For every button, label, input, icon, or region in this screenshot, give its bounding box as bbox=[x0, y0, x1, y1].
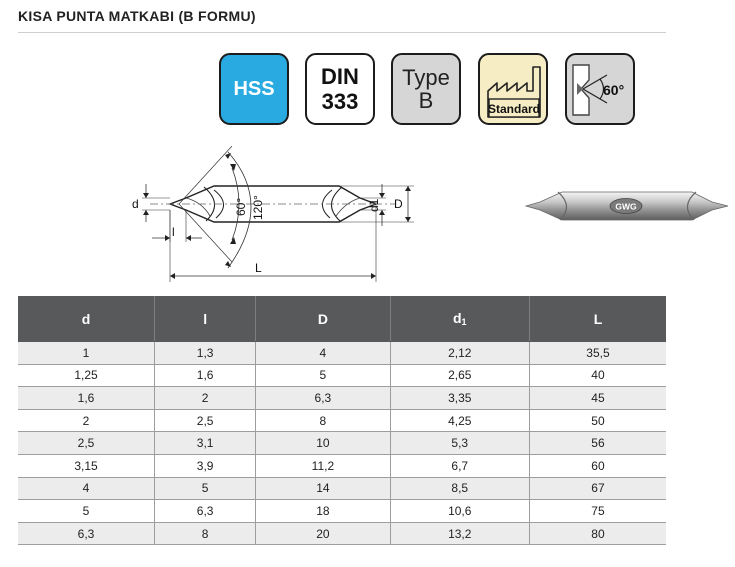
spec-table bbox=[18, 296, 666, 545]
cell-d1: 2,65 bbox=[390, 364, 529, 387]
cell-d1: 10,6 bbox=[390, 500, 529, 523]
cell-d1: 3,35 bbox=[390, 387, 529, 410]
cell-l: 2 bbox=[155, 387, 256, 410]
header-d1-main: d bbox=[452, 310, 462, 326]
cell-l: 5 bbox=[155, 477, 256, 500]
cell-d: 1,6 bbox=[18, 387, 155, 410]
angle-badge bbox=[565, 53, 635, 125]
cell-D: 20 bbox=[256, 522, 390, 545]
cell-d1: 8,5 bbox=[390, 477, 529, 500]
table-row bbox=[18, 387, 666, 410]
dim-l-label: l bbox=[172, 225, 175, 239]
din-line1: DIN bbox=[321, 64, 359, 89]
cell-d: 2,5 bbox=[18, 432, 155, 455]
cell-L: 50 bbox=[529, 409, 666, 432]
cell-D: 8 bbox=[256, 409, 390, 432]
brand-label: GWG bbox=[615, 201, 637, 212]
center-angle-icon bbox=[567, 55, 637, 127]
table-row bbox=[18, 342, 666, 365]
header-D: D bbox=[256, 296, 390, 342]
cell-D: 6,3 bbox=[256, 387, 390, 410]
cell-L: 35,5 bbox=[529, 342, 666, 365]
cell-L: 40 bbox=[529, 364, 666, 387]
angle-label: 60° bbox=[603, 82, 625, 98]
cell-d: 2 bbox=[18, 409, 155, 432]
cell-D: 4 bbox=[256, 342, 390, 365]
table-row bbox=[18, 500, 666, 523]
dim-d-label: d bbox=[132, 197, 139, 211]
type-badge bbox=[391, 53, 461, 125]
cell-d: 1 bbox=[18, 342, 155, 365]
cell-l: 8 bbox=[155, 522, 256, 545]
table-row bbox=[18, 432, 666, 455]
cell-L: 75 bbox=[529, 500, 666, 523]
cell-l: 2,5 bbox=[155, 409, 256, 432]
header-L: L bbox=[529, 296, 666, 342]
cell-L: 67 bbox=[529, 477, 666, 500]
cell-l: 6,3 bbox=[155, 500, 256, 523]
hss-label: HSS bbox=[233, 77, 275, 100]
cell-d: 6,3 bbox=[18, 522, 155, 545]
table-row bbox=[18, 409, 666, 432]
type-line1: Type bbox=[402, 65, 450, 90]
cell-L: 80 bbox=[529, 522, 666, 545]
table-row bbox=[18, 522, 666, 545]
table-header-row bbox=[18, 296, 666, 342]
header-d1 bbox=[390, 296, 529, 342]
angle-120-label: 120° bbox=[251, 195, 265, 220]
din-badge bbox=[305, 53, 375, 125]
dim-D-label: D bbox=[394, 197, 403, 211]
standard-badge bbox=[478, 53, 548, 125]
cell-d: 1,25 bbox=[18, 364, 155, 387]
cell-d: 5 bbox=[18, 500, 155, 523]
cell-L: 56 bbox=[529, 432, 666, 455]
cell-d1: 5,3 bbox=[390, 432, 529, 455]
cell-d1: 13,2 bbox=[390, 522, 529, 545]
dim-L-label: L bbox=[255, 261, 262, 275]
cell-l: 3,9 bbox=[155, 454, 256, 477]
product-photo bbox=[522, 180, 732, 232]
cell-l: 1,3 bbox=[155, 342, 256, 365]
cell-L: 60 bbox=[529, 454, 666, 477]
cell-L: 45 bbox=[529, 387, 666, 410]
cell-d: 4 bbox=[18, 477, 155, 500]
cell-d1: 2,12 bbox=[390, 342, 529, 365]
cell-d1: 6,7 bbox=[390, 454, 529, 477]
cell-d1: 4,25 bbox=[390, 409, 529, 432]
cell-l: 3,1 bbox=[155, 432, 256, 455]
hss-badge bbox=[219, 53, 289, 125]
standard-label: Standard bbox=[487, 102, 541, 116]
factory-icon bbox=[480, 55, 550, 127]
angle-60-label: 60° bbox=[234, 197, 248, 216]
cell-D: 10 bbox=[256, 432, 390, 455]
cell-l: 1,6 bbox=[155, 364, 256, 387]
cell-D: 5 bbox=[256, 364, 390, 387]
din-line2: 333 bbox=[321, 89, 359, 114]
header-l: l bbox=[155, 296, 256, 342]
cell-d: 3,15 bbox=[18, 454, 155, 477]
dim-d1-label: d1 bbox=[367, 198, 381, 212]
cell-D: 14 bbox=[256, 477, 390, 500]
header-d1-sub: 1 bbox=[461, 317, 467, 327]
table-row bbox=[18, 454, 666, 477]
header-d: d bbox=[18, 296, 155, 342]
title-divider bbox=[18, 32, 666, 33]
technical-drawing bbox=[124, 146, 424, 288]
cell-D: 11,2 bbox=[256, 454, 390, 477]
table-row bbox=[18, 477, 666, 500]
page-title: KISA PUNTA MATKABI (B FORMU) bbox=[18, 8, 256, 24]
type-line2: B bbox=[418, 88, 434, 113]
cell-D: 18 bbox=[256, 500, 390, 523]
table-row bbox=[18, 364, 666, 387]
